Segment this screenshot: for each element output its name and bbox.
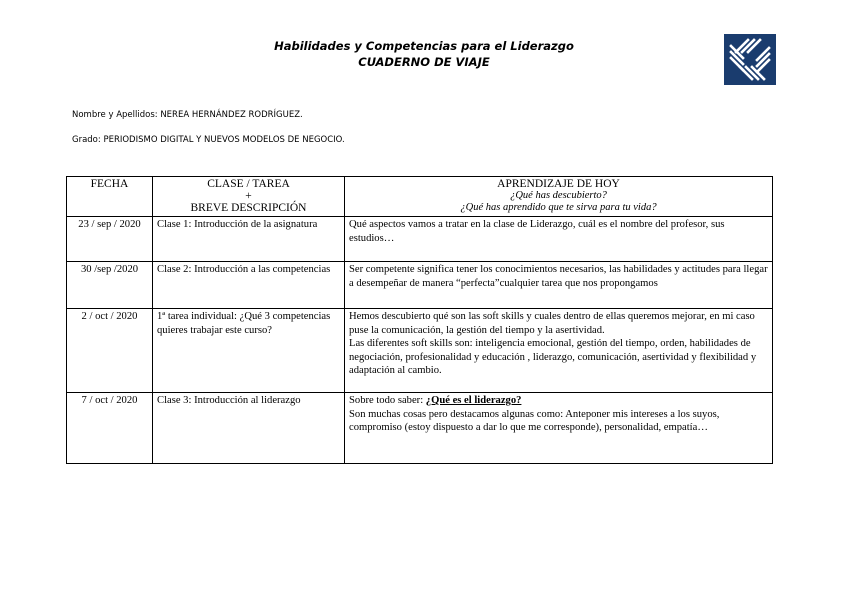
table-row bbox=[67, 309, 773, 393]
document-subtitle: CUADERNO DE VIAJE bbox=[358, 55, 490, 69]
row-clase: Clase 2: Introducción a las competencias bbox=[153, 262, 345, 309]
table-row bbox=[67, 393, 773, 464]
row-clase: Clase 3: Introducción al liderazgo bbox=[153, 393, 345, 464]
row-date: 30 /sep /2020 bbox=[67, 262, 153, 309]
row-aprendizaje bbox=[345, 309, 773, 393]
document-title: Habilidades y Competencias para el Liderazgo bbox=[274, 39, 574, 53]
header-question-1: ¿Qué has descubierto? bbox=[510, 190, 607, 201]
header-clase bbox=[153, 177, 345, 217]
header-clase-line2: + bbox=[245, 190, 252, 202]
row-date: 7 / oct / 2020 bbox=[67, 393, 153, 464]
row-date: 23 / sep / 2020 bbox=[67, 217, 153, 262]
row-aprendizaje-text: Son muchas cosas pero destacamos algunas como: Anteponer mis intereses a los suyos, compromiso (estoy dispuesto a dar lo que me corresponde), personalidad, empatía… bbox=[349, 408, 720, 433]
row-aprendizaje-text: Hemos descubierto qué son las soft skills y cuales dentro de ellas queremos mejorar, en mi caso puse la comunicación, la gestión del tiempo y la asertividad. bbox=[349, 311, 755, 336]
row-aprendizaje-prefix: Sobre todo saber: bbox=[349, 395, 426, 406]
header-fecha: FECHA bbox=[67, 177, 153, 217]
row-aprendizaje-lead: ¿Qué es el liderazgo? bbox=[425, 395, 522, 406]
header-aprendizaje-title: APRENDIZAJE DE HOY bbox=[497, 178, 620, 190]
header-clase-line3: BREVE DESCRIPCIÓN bbox=[190, 202, 307, 214]
header-aprendizaje bbox=[345, 177, 773, 217]
header-clase-line1: CLASE / TAREA bbox=[207, 178, 290, 190]
row-aprendizaje-extra: Las diferentes soft skills son: inteligencia emocional, gestión del tiempo, orden, habilidades de negociación, profesionalidad y educación , liderazgo, comunicación, asertividad y flexibilidad y adaptación al cambio. bbox=[349, 338, 757, 376]
row-aprendizaje: Ser competente significa tener los conocimientos necesarios, las habilidades y actitudes para llegar a desempeñar de manera “perfecta”cualquier tarea que nos propongamos bbox=[345, 262, 773, 309]
row-aprendizaje: Qué aspectos vamos a tratar en la clase de Liderazgo, cuál es el nombre del profesor, sus estudios… bbox=[345, 217, 773, 262]
table-row bbox=[67, 262, 773, 309]
row-aprendizaje bbox=[345, 393, 773, 464]
university-logo-icon bbox=[724, 34, 776, 85]
row-clase: Clase 1: Introducción de la asignatura bbox=[153, 217, 345, 262]
header-question-2: ¿Qué has aprendido que te sirva para tu vida? bbox=[460, 202, 657, 213]
table-header-row bbox=[67, 177, 773, 217]
row-clase: 1ª tarea individual: ¿Qué 3 competencias quieres trabajar este curso? bbox=[153, 309, 345, 393]
row-date: 2 / oct / 2020 bbox=[67, 309, 153, 393]
student-grade-line: Grado: PERIODISMO DIGITAL Y NUEVOS MODELOS DE NEGOCIO. bbox=[72, 135, 345, 145]
travel-journal-table bbox=[66, 176, 773, 464]
table-row bbox=[67, 217, 773, 262]
student-name-line: Nombre y Apellidos: NEREA HERNÁNDEZ RODRÍGUEZ. bbox=[72, 110, 303, 120]
